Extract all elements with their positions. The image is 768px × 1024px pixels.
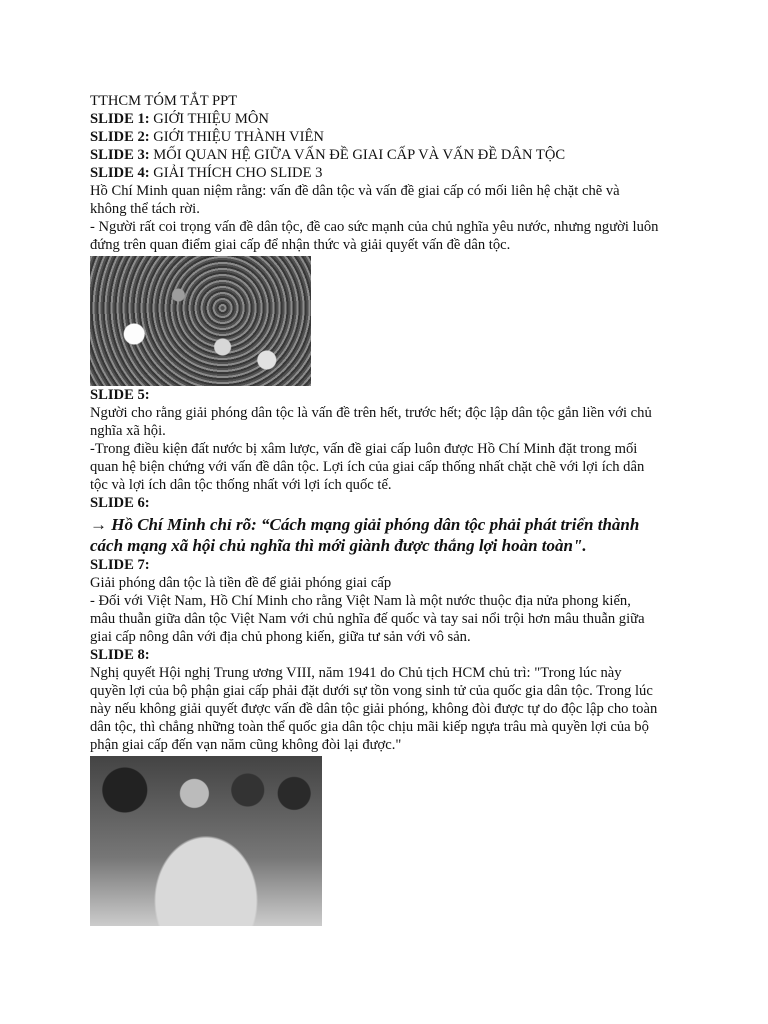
slide8-para-line2: quyền lợi của bộ phận giai cấp phải đặt dưới sự tồn vong sinh tử của quốc gia dân tộc. Trong lúc	[90, 683, 653, 699]
slide3-label: SLIDE 3:	[90, 147, 150, 163]
slide4-para2-line2: đứng trên quan điểm giai cấp để nhận thức và giải quyết vấn đề dân tộc.	[90, 237, 511, 253]
slide3-line	[90, 146, 690, 164]
leaders-map-photo	[90, 756, 322, 926]
slide6-label: SLIDE 6:	[90, 495, 150, 511]
slide7-para2-line1: - Đối với Việt Nam, Hồ Chí Minh cho rằng Việt Nam là một nước thuộc địa nửa phong kiến,	[90, 593, 631, 609]
slide4-label: SLIDE 4:	[90, 165, 150, 181]
slide1-label: SLIDE 1:	[90, 111, 150, 127]
slide4-line	[90, 164, 690, 182]
slide8-para-line5: phận giai cấp đến vạn năm cũng không đòi lại được."	[90, 737, 402, 753]
slide2-line	[90, 128, 690, 146]
slide1-line	[90, 110, 690, 128]
slide2-text: GIỚI THIỆU THÀNH VIÊN	[149, 129, 324, 145]
slide7-para1: Giải phóng dân tộc là tiền đề để giải phóng giai cấp	[90, 575, 392, 591]
slide1-text: GIỚI THIỆU MÔN	[149, 111, 269, 127]
doc-title: TTHCM TÓM TẮT PPT	[90, 93, 238, 109]
slide5-para1-line2: nghĩa xã hội.	[90, 423, 166, 439]
slide8-para-line4: dân tộc, thì chẳng những toàn thể quốc gia dân tộc chịu mãi kiếp ngựa trâu mà quyền lợi của bộ	[90, 719, 649, 735]
slide2-label: SLIDE 2:	[90, 129, 150, 145]
slide5-para1-line1: Người cho rằng giải phóng dân tộc là vấn đề trên hết, trước hết; độc lập dân tộc gắn liền với chủ	[90, 405, 652, 421]
slide5-para2-line3: tộc và lợi ích dân tộc thống nhất với lợi ích quốc tế.	[90, 477, 392, 493]
slide4-para1-line2: không thể tách rời.	[90, 201, 200, 217]
slide7-label: SLIDE 7:	[90, 557, 150, 573]
slide6-quote-line1: → Hồ Chí Minh chỉ rõ: “Cách mạng giải phóng dân tộc phải phát triển thành	[90, 515, 640, 534]
slide8-para-line1: Nghị quyết Hội nghị Trung ương VIII, năm 1941 do Chủ tịch HCM chủ trì: "Trong lúc này	[90, 665, 622, 681]
slide5-para2-line2: quan hệ biện chứng với vấn đề dân tộc. Lợi ích của giai cấp thống nhất chặt chẽ với lợi ích dân	[90, 459, 645, 475]
slide5-label: SLIDE 5:	[90, 387, 150, 403]
crowd-photo	[90, 256, 311, 386]
slide7-para2-line3: giai cấp nông dân với địa chủ phong kiến, giữa tư sản với vô sản.	[90, 629, 471, 645]
slide4-text: GIẢI THÍCH CHO SLIDE 3	[149, 165, 323, 181]
document-page	[90, 92, 690, 926]
slide4-para1-line1: Hồ Chí Minh quan niệm rằng: vấn đề dân tộc và vấn đề giai cấp có mối liên hệ chặt chẽ và	[90, 183, 620, 199]
slide8-label: SLIDE 8:	[90, 647, 150, 663]
slide3-text: MỐI QUAN HỆ GIỮA VẤN ĐỀ GIAI CẤP VÀ VẤN ĐỀ DÂN TỘC	[149, 147, 566, 163]
slide7-para2-line2: mâu thuẫn giữa dân tộc Việt Nam với chủ nghĩa đế quốc và tay sai nổi trội hơn mâu thuẫn giữa	[90, 611, 645, 627]
slide5-para2-line1: -Trong điều kiện đất nước bị xâm lược, vấn đề giai cấp luôn được Hồ Chí Minh đặt trong mối	[90, 441, 638, 457]
slide8-para-line3: này nếu không giải quyết được vấn đề dân tộc giải phóng, không đòi được tự do độc lập cho toàn	[90, 701, 658, 717]
slide4-para2-line1: - Người rất coi trọng vấn đề dân tộc, đề cao sức mạnh của chủ nghĩa yêu nước, nhưng người luôn	[90, 219, 659, 235]
slide6-quote-line2: cách mạng xã hội chủ nghĩa thì mới giành được thắng lợi hoàn toàn".	[90, 536, 587, 555]
